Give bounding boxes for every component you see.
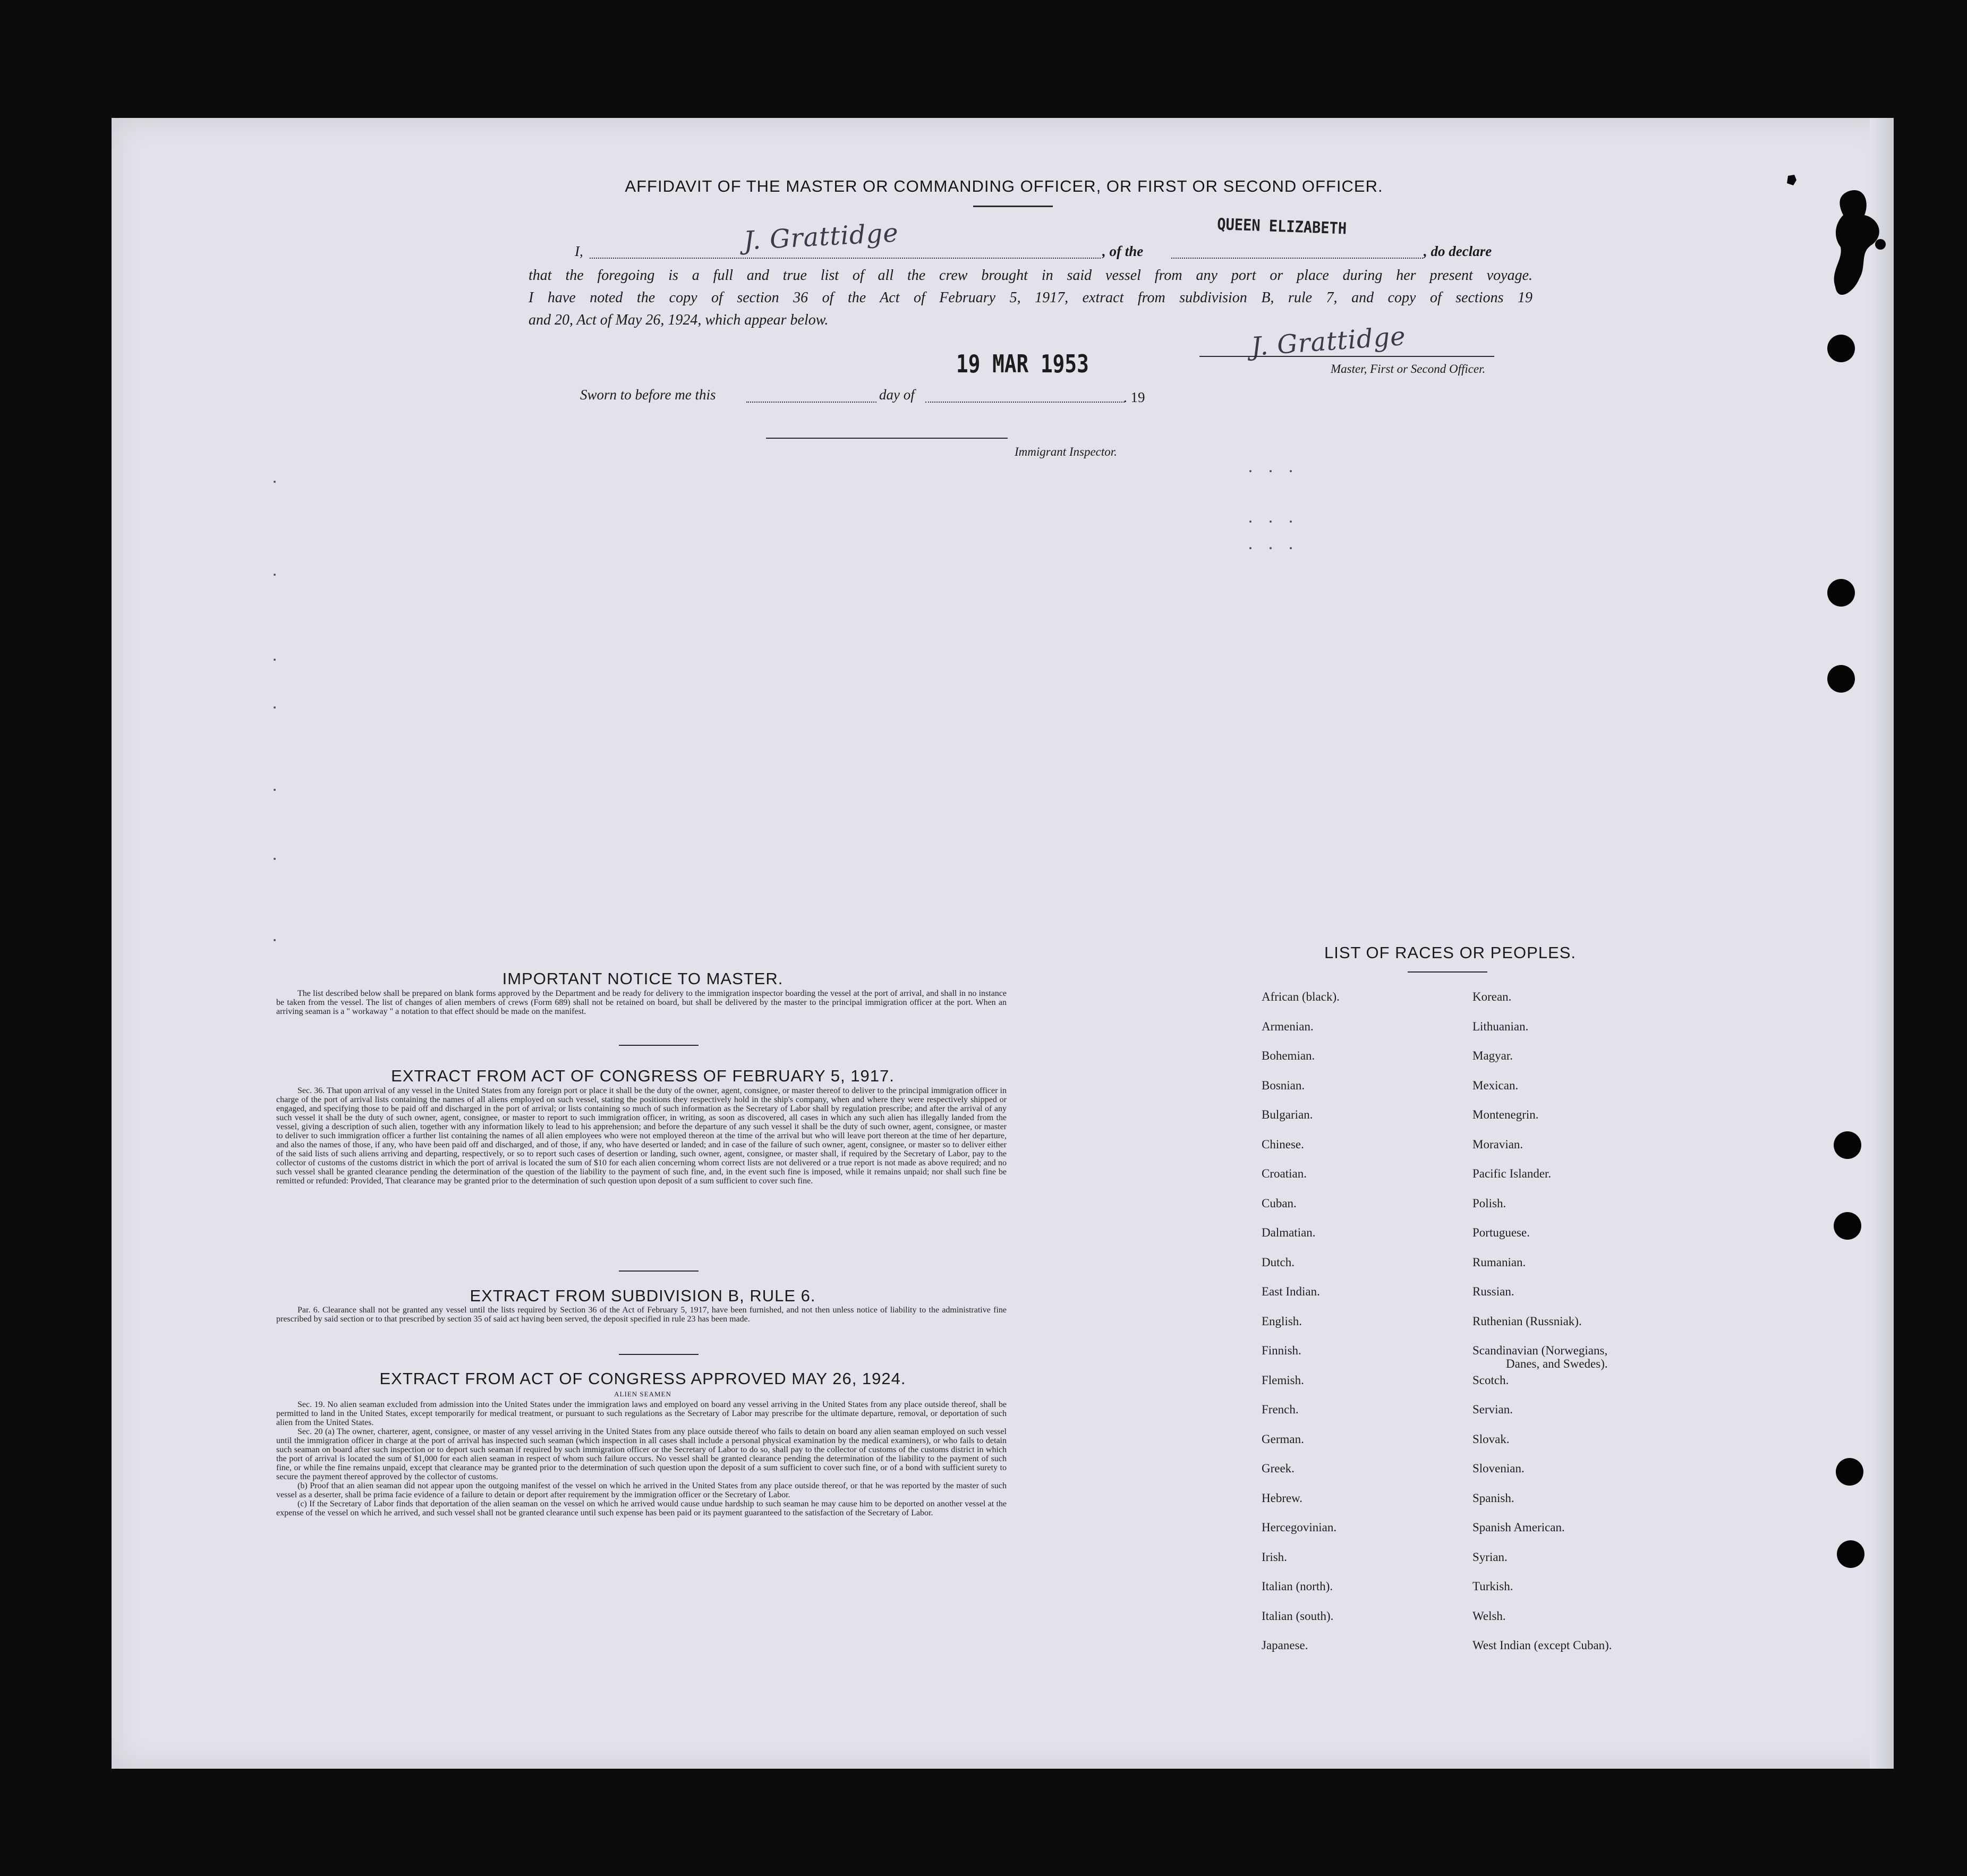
race-item: Bohemian. bbox=[1262, 1049, 1315, 1062]
extract-1924-subtitle: ALIEN SEAMEN bbox=[614, 1390, 671, 1398]
race-item: Dalmatian. bbox=[1262, 1226, 1316, 1239]
speck bbox=[274, 481, 276, 483]
race-item: Mexican. bbox=[1472, 1078, 1519, 1092]
speck bbox=[274, 858, 276, 860]
extract-1917-title: EXTRACT FROM ACT OF CONGRESS OF FEBRUARY 5, 1917. bbox=[391, 1067, 895, 1085]
binder-hole bbox=[1827, 665, 1855, 693]
subdivision-b-title: EXTRACT FROM SUBDIVISION B, RULE 6. bbox=[470, 1286, 816, 1305]
extract-1924-sec20b: (b) Proof that an alien seaman did not appear upon the outgoing manifest of the vessel on which he arrived in the United States from any place outside thereof, or that he was reported by the master of such vessel as a deserter, shall be prima facie evidence of a failure to detain or deport after requirement by the immigration officer or the Secretary of Labor. bbox=[276, 1481, 1007, 1499]
race-item: Welsh. bbox=[1472, 1609, 1506, 1623]
affidavit-of-the: , of the bbox=[1102, 243, 1144, 259]
race-item: Turkish. bbox=[1472, 1580, 1513, 1593]
speck bbox=[1290, 547, 1292, 549]
extract-1924-sec20c: (c) If the Secretary of Labor finds that deportation of the alien seaman on the vessel on which he arrived would cause undue hardship to such seaman he may cause him to be deported on another vessel at the expense of the vessel on which he arrived, and such vessel shall not be granted clearance until such expense has been paid or its payment guaranteed to the satisfaction of the Secretary of Labor. bbox=[276, 1499, 1007, 1517]
race-item: Cuban. bbox=[1262, 1196, 1297, 1210]
race-item: Portuguese. bbox=[1472, 1226, 1530, 1239]
races-right-column bbox=[1472, 990, 1674, 1668]
binder-hole bbox=[1827, 335, 1855, 362]
race-item: Syrian. bbox=[1472, 1550, 1508, 1564]
race-item: Bulgarian. bbox=[1262, 1108, 1313, 1121]
affidavit-line-3: I have noted the copy of section 36 of the Act of February 5, 1917, extract from subdivision B, rule 7, and copy of sections 19 bbox=[529, 289, 1532, 306]
inspector-sign-line bbox=[766, 438, 1008, 439]
speck bbox=[1249, 521, 1251, 523]
speck bbox=[1249, 547, 1251, 549]
race-item: Greek. bbox=[1262, 1462, 1295, 1475]
race-item: Spanish. bbox=[1472, 1491, 1514, 1505]
speck bbox=[274, 789, 276, 791]
race-item: Italian (south). bbox=[1262, 1609, 1334, 1623]
sworn-day-of: day of bbox=[879, 387, 915, 403]
binder-hole bbox=[1834, 1131, 1861, 1159]
ink-spot-icon bbox=[1784, 173, 1800, 189]
race-item: Croatian. bbox=[1262, 1167, 1307, 1180]
speck bbox=[1290, 521, 1292, 523]
race-item: Slovenian. bbox=[1472, 1462, 1525, 1475]
race-item-continuation: Danes, and Swedes). bbox=[1506, 1357, 1608, 1370]
race-item: Scandinavian (Norwegians, bbox=[1472, 1344, 1608, 1357]
extract-1924-body bbox=[276, 1400, 1007, 1517]
declarant-signature: J. Grattidge bbox=[743, 218, 899, 256]
speck bbox=[274, 939, 276, 941]
extract-1924-title: EXTRACT FROM ACT OF CONGRESS APPROVED MAY 26, 1924. bbox=[379, 1369, 906, 1388]
race-item: African (black). bbox=[1262, 990, 1340, 1003]
affidavit-title: AFFIDAVIT OF THE MASTER OR COMMANDING OFFICER, OR FIRST OR SECOND OFFICER. bbox=[625, 177, 1383, 195]
race-item: Irish. bbox=[1262, 1550, 1287, 1564]
race-item: Rumanian. bbox=[1472, 1255, 1526, 1269]
race-item: Italian (north). bbox=[1262, 1580, 1333, 1593]
speck bbox=[274, 659, 276, 661]
extract-1917-text: Sec. 36. That upon arrival of any vessel in the United States from any foreign port or place it shall be the duty of the owner, agent, consignee, or master thereof to deliver to the principal immigration officer in charge of the port of arrival lists containing the names of all aliens employed on such vessel, stating the positions they respectively hold in the ship's company, when and where they were respectively shipped or engaged, and specifying those to be paid off and discharged in the port of arrival; or lists containing so much of such information as the Secretary of Labor shall by regulation prescribe; and after the arrival of any such vessel it shall be the duty of such owner, agent, consignee, or master to report to such immigration officer, in writing, as soon as discovered, all cases in which any such alien has illegally landed from the vessel, giving a description of such alien, together with any information likely to lead to his apprehension; and before the departure of any such vessel it shall be the duty of such owner, agent, consignee, or master to deliver to such immigration officer a further list containing the names of all alien employees who were not employed thereon at the time of the arrival but who will leave port thereon at the time of her departure, and also the names of those, if any, who have been paid off and discharged, and of those, if any, who have deserted or landed; and in case of the failure of such owner, agent, consignee, or master so to deliver either of the said lists of such aliens arriving and departing, respectively, or so to report such cases of desertion or landing, such owner, agent, consignee, or master shall, if required by the Secretary of Labor, pay to the collector of customs of the customs district in which the port of arrival is located the sum of $10 for each alien concerning whom correct lists are not delivered or a true report is not made as above required; and no such vessel shall be granted clearance pending the determination of the question of the liability to the payment of such fine, and, in the event such fine is imposed, while it remains unpaid; nor shall such fine be remitted or refunded: Provided, That clearance may be granted prior to the determination of such question upon deposit of a sum sufficient to cover such fine. bbox=[276, 1086, 1007, 1186]
subdivision-b-rule bbox=[619, 1354, 699, 1355]
race-item: Montenegrin. bbox=[1472, 1108, 1539, 1121]
notice-text: The list described below shall be prepared on blank forms approved by the Department and be ready for delivery to the immigration inspector boarding the vessel at the port of arrival, and shall in no instance be taken from the vessel. The list of changes of alien members of crews (Form 689) shall not be retained on board, but shall be delivered by the master to the principal immigration officer at the port. When an arriving seaman is a " workaway " a notation to that effect should be made on the manifest. bbox=[276, 989, 1007, 1016]
binder-hole bbox=[1827, 579, 1855, 607]
race-item: French. bbox=[1262, 1403, 1299, 1416]
affidavit-declare: , do declare bbox=[1424, 243, 1492, 259]
binder-hole bbox=[1836, 1458, 1863, 1486]
race-item: Hebrew. bbox=[1262, 1491, 1303, 1505]
speck bbox=[1270, 521, 1272, 523]
race-item: Scotch. bbox=[1472, 1373, 1509, 1387]
sworn-year: . 19 bbox=[1123, 389, 1145, 405]
notice-rule bbox=[619, 1045, 699, 1046]
speck bbox=[1270, 547, 1272, 549]
speck bbox=[274, 706, 276, 709]
race-item: Moravian. bbox=[1472, 1137, 1523, 1151]
extract-1924-sec19: Sec. 19. No alien seaman excluded from admission into the United States under the immigration laws and employed on board any vessel arriving in the United States from any place outside thereof, shall be permitted to land in the United States, except temporarily for medical treatment, or pursuant to such regulations as the Secretary of Labor may prescribe for the ultimate departure, removal, or deportation of such alien from the United States. bbox=[276, 1400, 1007, 1427]
speck bbox=[274, 574, 276, 576]
race-item: German. bbox=[1262, 1432, 1304, 1446]
races-rule bbox=[1408, 971, 1487, 973]
title-rule bbox=[973, 206, 1053, 207]
race-item: Polish. bbox=[1472, 1196, 1506, 1210]
race-item: Pacific Islander. bbox=[1472, 1167, 1552, 1180]
date-stamp: 19 MAR 1953 bbox=[956, 349, 1089, 378]
extract-1917-rule bbox=[619, 1270, 699, 1272]
binder-hole bbox=[1837, 1540, 1864, 1568]
affidavit-i: I, bbox=[575, 243, 583, 259]
notice-title: IMPORTANT NOTICE TO MASTER. bbox=[502, 969, 784, 988]
speck bbox=[1249, 470, 1251, 472]
vessel-name-stamp: QUEEN ELIZABETH bbox=[1216, 215, 1347, 238]
race-item: Dutch. bbox=[1262, 1255, 1295, 1269]
races-title: LIST OF RACES OR PEOPLES. bbox=[1324, 943, 1577, 962]
sworn-day-line bbox=[746, 402, 876, 403]
race-item: Russian. bbox=[1472, 1285, 1514, 1298]
binder-hole bbox=[1834, 1212, 1861, 1240]
race-item: Slovak. bbox=[1472, 1432, 1510, 1446]
race-item: Chinese. bbox=[1262, 1137, 1304, 1151]
name-fill-line bbox=[590, 258, 1101, 259]
race-item: Hercegovinian. bbox=[1262, 1521, 1337, 1534]
speck bbox=[1270, 470, 1272, 472]
race-item: Lithuanian. bbox=[1472, 1019, 1529, 1033]
race-item: Magyar. bbox=[1472, 1049, 1513, 1062]
race-item: Bosnian. bbox=[1262, 1078, 1305, 1092]
affidavit-line-2: that the foregoing is a full and true list of all the crew brought in said vessel from any port or place during her present voyage. bbox=[529, 267, 1532, 284]
race-item: Japanese. bbox=[1262, 1639, 1308, 1652]
race-item: Finnish. bbox=[1262, 1344, 1301, 1357]
master-caption: Master, First or Second Officer. bbox=[1331, 362, 1486, 376]
subdivision-b-text: Par. 6. Clearance shall not be granted any vessel until the lists required by Section 36 of the Act of February 5, 1917, have been furnished, and not then unless notice of liability to the administrative fine prescribed by said section or to that prescribed by section 35 of said act having been served, the deposit specified in rule 23 has been made. bbox=[276, 1306, 1007, 1324]
affidavit-line-4: and 20, Act of May 26, 1924, which appear below. bbox=[529, 312, 829, 328]
vessel-fill-line bbox=[1171, 258, 1423, 259]
races-left-column bbox=[1262, 990, 1463, 1668]
race-item: East Indian. bbox=[1262, 1285, 1320, 1298]
speck bbox=[1290, 470, 1292, 472]
race-item: Servian. bbox=[1472, 1403, 1513, 1416]
race-item: Armenian. bbox=[1262, 1019, 1314, 1033]
race-item: Korean. bbox=[1472, 990, 1512, 1003]
extract-1924-sec20a: Sec. 20 (a) The owner, charterer, agent, consignee, or master of any vessel arriving in the United States from any place outside thereof who fails to detain on board any alien seaman employed on such vessel until the immigration officer in charge at the port of arrival has inspected such seaman (which inspection in all cases shall include a personal physical examination by the medical examiners), or who fails to detain such seaman on board after such inspection or to deport such seaman if required by such immigration officer or the Secretary of Labor to do so, shall pay to the collector of customs of the customs district in which the port of arrival is located the sum of $1,000 for each alien seaman in respect of whom such failure occurs. No vessel shall be granted clearance pending the determination of the liability to the payment of such fine, or while the fine remains unpaid, except that clearance may be granted prior to the determination of such question upon the deposit of a sum sufficient to cover such fine, or of a bond with sufficient surety to secure the payment thereof approved by the collector of customs. bbox=[276, 1427, 1007, 1481]
master-sign-line bbox=[1199, 356, 1494, 357]
page-edge bbox=[1870, 118, 1894, 1769]
race-item: English. bbox=[1262, 1314, 1302, 1328]
race-item: Flemish. bbox=[1262, 1373, 1304, 1387]
race-item: Ruthenian (Russniak). bbox=[1472, 1314, 1582, 1328]
sworn-month-line bbox=[925, 402, 1125, 403]
inspector-caption: Immigrant Inspector. bbox=[1015, 445, 1117, 458]
race-item: West Indian (except Cuban). bbox=[1472, 1639, 1612, 1652]
master-signature: J. Grattidge bbox=[1250, 321, 1407, 362]
sworn-prefix: Sworn to before me this bbox=[580, 387, 716, 403]
race-item: Spanish American. bbox=[1472, 1521, 1565, 1534]
ink-blot-icon bbox=[1827, 186, 1896, 313]
